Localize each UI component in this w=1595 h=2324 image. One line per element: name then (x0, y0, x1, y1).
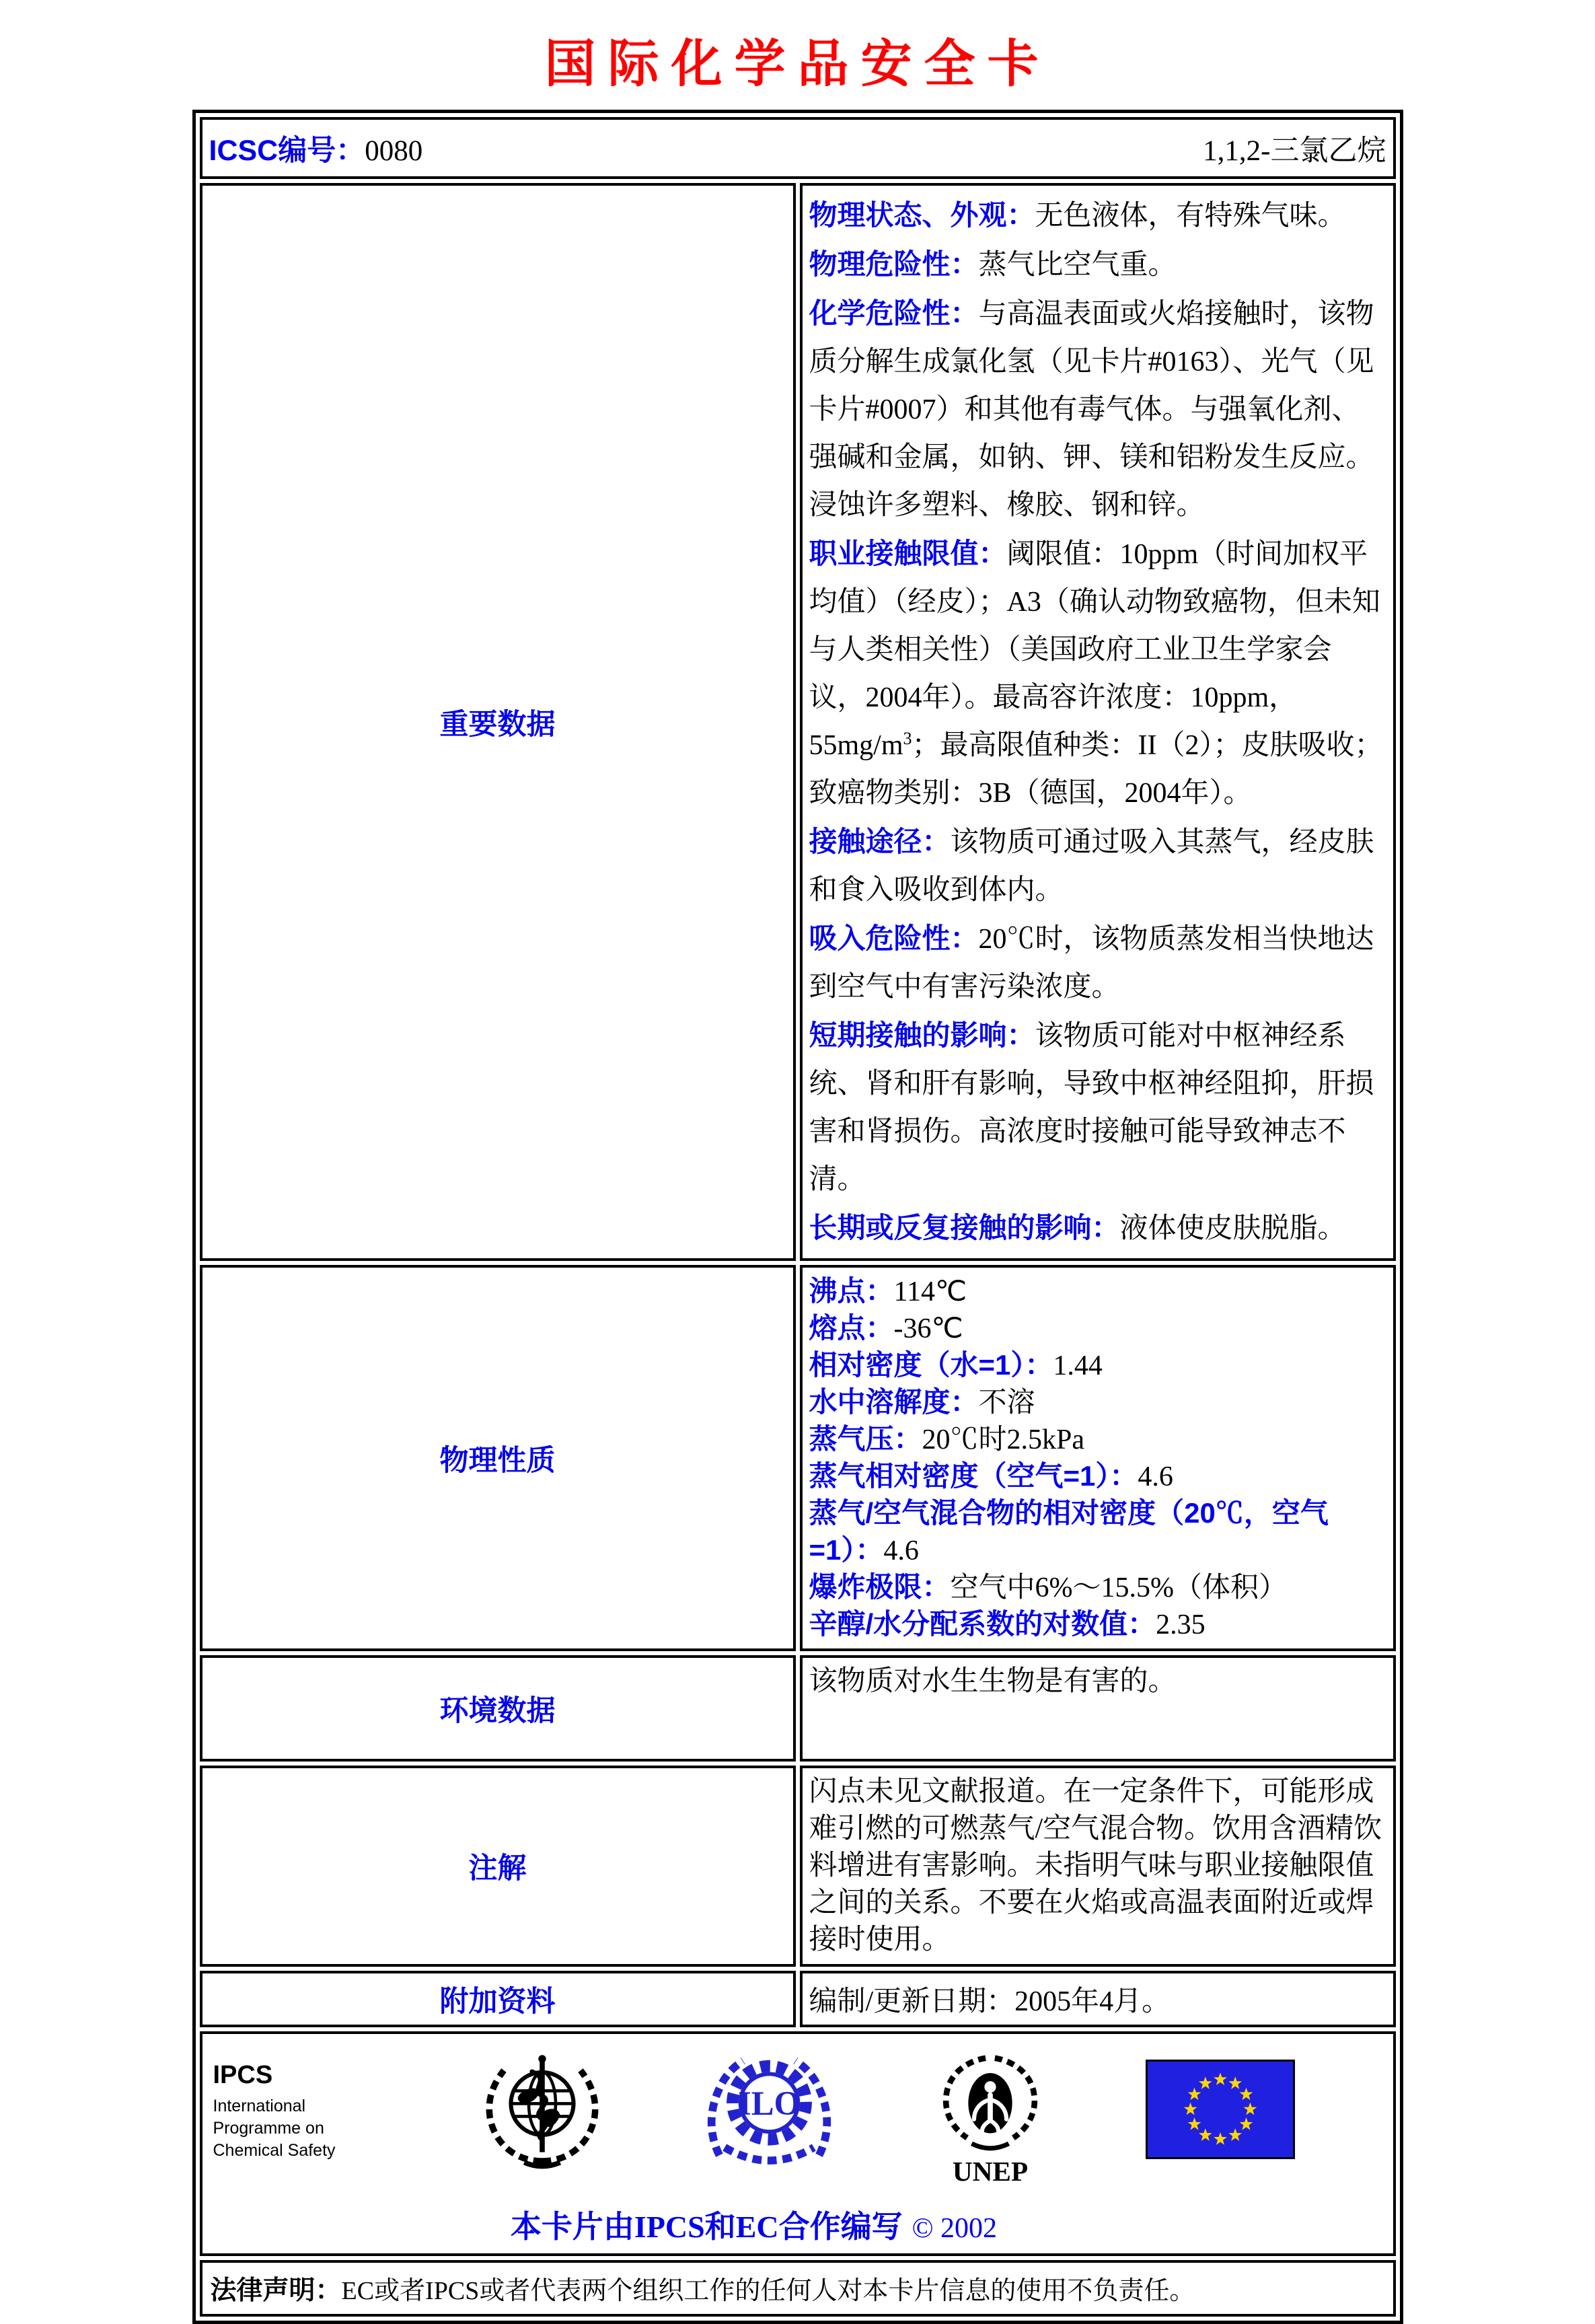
field-label: 蒸气/空气混合物的相对密度（20℃，空气=1）： (809, 1497, 1329, 1566)
section-label-notes: 注解 (200, 1766, 796, 1967)
field-label: 长期或反复接触的影响： (809, 1212, 1120, 1243)
unep-wordmark: UNEP (952, 2156, 1028, 2187)
data-line (809, 530, 1385, 818)
field-value: -36℃ (893, 1313, 963, 1344)
legal-label: 法律声明： (210, 2276, 342, 2305)
field-value: 114℃ (893, 1276, 967, 1307)
notes-text: 闪点未见文献报道。在一定条件下，可能形成难引燃的可燃蒸气/空气混合物。饮用含酒精饮料增进有害影响。未指明气味与职业接触限值之间的关系。不要在火焰或高温表面附近或焊接时使用。 (809, 1776, 1382, 1955)
field-value: 20℃时，该物质蒸发相当快地达到空气中有害污染浓度。 (809, 924, 1374, 1003)
data-line (809, 1310, 1385, 1347)
row-environmental-data (200, 1655, 1396, 1762)
field-label: 蒸气相对密度（空气=1）： (809, 1460, 1138, 1492)
icsc-number-group (209, 128, 423, 169)
row-organizations (200, 2031, 1396, 2256)
environment-text: 该物质对水生生物是有害的。 (809, 1666, 1177, 1697)
section-label-environment: 环境数据 (200, 1655, 796, 1762)
row-notes (200, 1766, 1396, 1967)
field-value: ；最高限值种类：II（2）；皮肤吸收；致癌物类别：3B（德国，2004年）。 (809, 730, 1383, 809)
field-value: 该物质可通过吸入其蒸气，经皮肤和食入吸收到体内。 (809, 827, 1374, 906)
section-label-additional: 附加资料 (200, 1971, 796, 2027)
ipcs-line: Chemical Safety (213, 2141, 336, 2160)
field-value: 4.6 (1138, 1461, 1173, 1492)
ilo-letters: ILO (738, 2084, 801, 2122)
field-label: 职业接触限值： (809, 538, 1007, 569)
data-line (809, 1569, 1385, 1606)
ipcs-line: International (213, 2097, 306, 2115)
notes-content (800, 1766, 1396, 1967)
header-cell (200, 117, 1396, 179)
icsc-number-label: ICSC编号： (209, 134, 365, 167)
eu-flag (1146, 2060, 1295, 2159)
field-label: 物理状态、外观： (809, 199, 1035, 231)
organizations-cell (200, 2031, 1396, 2256)
copyright-text: © 2002 (912, 2213, 998, 2244)
chemical-name: 1,1,2-三氯乙烷 (1203, 135, 1386, 167)
row-important-data (200, 183, 1396, 1261)
credit-line (213, 2202, 1295, 2247)
field-label: 相对密度（水=1）： (809, 1349, 1053, 1381)
section-label-important: 重要数据 (200, 183, 796, 1261)
page-title: 国际化学品安全卡 (544, 36, 1051, 93)
ipcs-text-block (213, 2061, 381, 2162)
unep-logo (932, 2046, 1048, 2191)
field-value: 4.6 (883, 1535, 919, 1566)
data-line (809, 1011, 1385, 1204)
field-value: 阈限值：10ppm（时间加权平均值）（经皮）；A3（确认动物致癌物，但未知与人类相关性）（美国政府工业卫生学家会议，2004年）。最高容许浓度：10ppm，55mg/m (809, 539, 1380, 761)
data-line (809, 1495, 1385, 1569)
row-additional-info (200, 1971, 1396, 2027)
data-line (809, 289, 1385, 530)
data-line (809, 1421, 1385, 1458)
data-line (809, 1273, 1385, 1310)
field-label: 爆炸极限： (809, 1571, 951, 1603)
field-label: 吸入危险性： (809, 922, 979, 954)
field-label: 熔点： (809, 1312, 894, 1344)
field-value: 该物质可能对中枢神经系统、肾和肝有影响，导致中枢神经阻抑，肝损害和肾损伤。高浓度时接触可能导致神志不清。 (809, 1021, 1374, 1195)
icsc-number-value: 0080 (365, 135, 423, 167)
icsc-card-table (192, 110, 1403, 2324)
data-line (809, 191, 1385, 240)
header-row (200, 117, 1396, 179)
field-value: 2.35 (1156, 1609, 1205, 1640)
field-label: 接触途径： (809, 826, 951, 857)
additional-text: 编制/更新日期：2005年4月。 (809, 1986, 1171, 2017)
field-label: 蒸气压： (809, 1423, 922, 1455)
who-logo (478, 2045, 606, 2174)
field-value: 1.44 (1053, 1350, 1103, 1381)
field-label: 短期接触的影响： (809, 1019, 1035, 1051)
ipcs-line: Programme on (213, 2119, 324, 2138)
field-value: 空气中6%～15.5%（体积） (950, 1572, 1287, 1603)
data-line (809, 914, 1385, 1011)
field-value: 无色液体，有特殊气味。 (1035, 201, 1346, 231)
ipcs-acronym: IPCS (213, 2061, 273, 2089)
field-value: 蒸气比空气重。 (978, 250, 1177, 281)
data-line (809, 1606, 1385, 1643)
row-physical-properties (200, 1265, 1396, 1651)
field-value: 20℃时2.5kPa (922, 1424, 1085, 1455)
field-label: 化学危险性： (809, 297, 979, 329)
field-value: 液体使皮肤脱脂。 (1119, 1213, 1346, 1244)
data-line (809, 240, 1385, 289)
section-label-physical: 物理性质 (200, 1265, 796, 1651)
data-line (809, 1458, 1385, 1495)
legal-text: EC或者IPCS或者代表两个组织工作的任何人对本卡片信息的使用不负责任。 (341, 2277, 1195, 2305)
credit-text: 本卡片由IPCS和EC合作编写 (510, 2210, 903, 2244)
field-value: 不溶 (978, 1387, 1035, 1418)
row-legal-notice (200, 2260, 1396, 2317)
field-label: 水中溶解度： (809, 1386, 979, 1418)
field-label: 沸点： (809, 1275, 894, 1307)
field-label: 辛醇/水分配系数的对数值： (809, 1608, 1156, 1640)
ilo-logo (704, 2047, 835, 2173)
data-line (809, 818, 1385, 914)
important-data-content (800, 183, 1396, 1261)
legal-notice-cell (200, 2260, 1396, 2317)
field-label: 物理危险性： (809, 248, 979, 280)
physical-properties-content (800, 1265, 1396, 1651)
data-line (809, 1347, 1385, 1384)
environmental-data-content (800, 1655, 1396, 1762)
data-line (809, 1204, 1385, 1253)
superscript: 3 (903, 729, 912, 748)
additional-info-content (800, 1971, 1396, 2027)
field-value: 与高温表面或火焰接触时，该物质分解生成氯化氢（见卡片#0163）、光气（见卡片#0007）和其他有毒气体。与强氧化剂、强碱和金属，如钠、钾、镁和铝粉发生反应。浸蚀许多塑料、橡胶、钢和锌。 (809, 299, 1374, 521)
data-line (809, 1384, 1385, 1421)
